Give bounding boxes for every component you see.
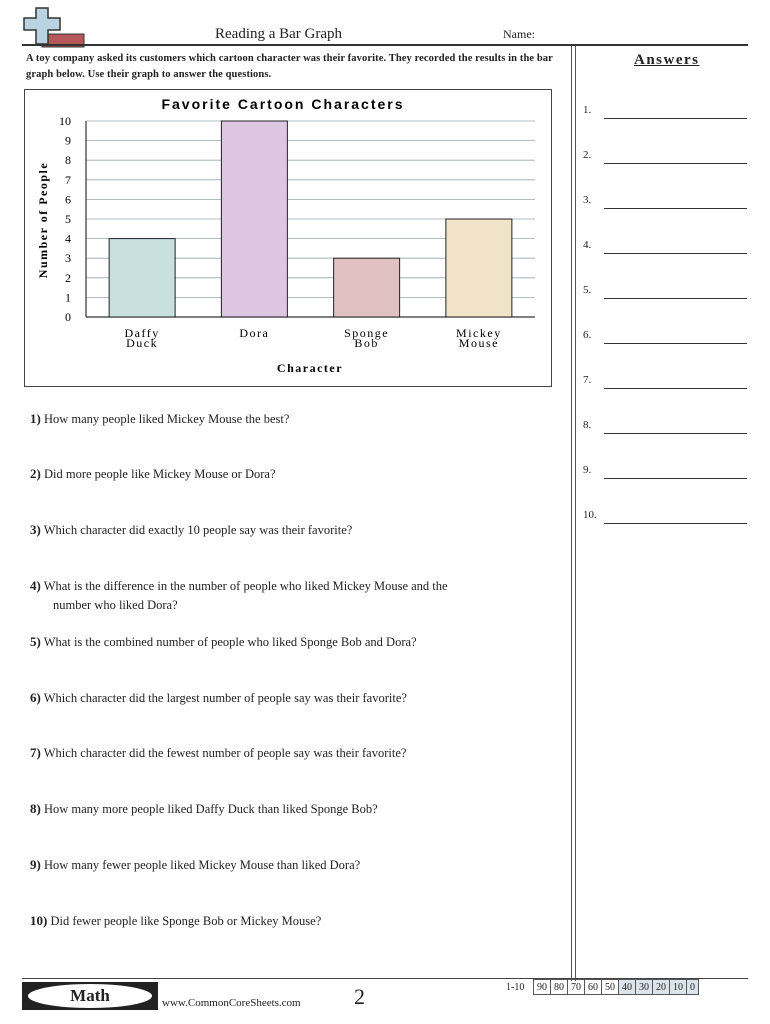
y-tick-label: 10 (59, 114, 71, 128)
x-category-label: Dora (239, 326, 270, 340)
score-cell: 50 (602, 980, 619, 995)
question-text: How many more people liked Daffy Duck than liked Sponge Bob? (43, 802, 378, 816)
answer-number: 2. (583, 149, 592, 161)
score-table (533, 979, 699, 995)
chart-svg (25, 90, 551, 386)
answer-blank-4[interactable] (604, 253, 747, 254)
question-text-continued: number who liked Dora? (53, 598, 178, 612)
question-text: Which character did exactly 10 people say was their favorite? (43, 523, 353, 537)
answer-number: 6. (583, 329, 592, 341)
y-tick-label: 2 (65, 270, 71, 285)
answer-number: 3. (583, 194, 592, 206)
question-7 (30, 743, 550, 763)
question-text: Which character did the largest number of people say was their favorite? (43, 691, 407, 705)
bar-0 (109, 239, 175, 317)
answer-blank-9[interactable] (604, 478, 747, 479)
question-number: 9) (30, 857, 41, 872)
x-category-label: Daffy (124, 326, 160, 340)
logo-icon (22, 6, 86, 48)
y-tick-label: 4 (65, 231, 71, 246)
answer-blank-3[interactable] (604, 208, 747, 209)
answer-blank-1[interactable] (604, 118, 747, 119)
answer-number: 5. (583, 284, 592, 296)
score-cell: 30 (636, 980, 653, 995)
y-tick-label: 5 (65, 212, 71, 226)
answer-blank-8[interactable] (604, 433, 747, 434)
score-cell: 10 (670, 980, 687, 995)
y-tick-label: 7 (65, 172, 71, 187)
question-2 (30, 464, 550, 484)
question-number: 3) (30, 522, 41, 537)
x-category-label: Mouse (458, 336, 499, 350)
y-tick-label: 3 (65, 251, 71, 266)
answer-number: 7. (583, 374, 592, 386)
question-number: 6) (30, 690, 41, 705)
x-category-label: Duck (126, 336, 159, 350)
question-9 (30, 855, 550, 875)
score-cell: 80 (551, 980, 568, 995)
question-number: 4) (30, 578, 41, 593)
y-tick-label: 1 (65, 290, 71, 305)
score-cell: 40 (619, 980, 636, 995)
score-range-label: 1-10 (506, 982, 525, 993)
question-number: 7) (30, 745, 41, 760)
bar-chart (24, 89, 552, 387)
answers-title: Answers (634, 52, 700, 68)
question-text: What is the difference in the number of people who liked Mickey Mouse and the (43, 579, 448, 593)
question-text: How many fewer people liked Mickey Mouse than liked Dora? (43, 858, 361, 872)
site-url: www.CommonCoreSheets.com (162, 997, 301, 1009)
question-10 (30, 911, 550, 931)
y-tick-label: 0 (65, 310, 71, 324)
subject-label: Math (28, 984, 152, 1008)
score-cell: 20 (653, 980, 670, 995)
question-text: Did fewer people like Sponge Bob or Mickey Mouse? (50, 914, 322, 928)
y-tick-label: 6 (65, 192, 71, 207)
answer-blank-6[interactable] (604, 343, 747, 344)
score-cell: 70 (568, 980, 585, 995)
question-number: 2) (30, 466, 41, 481)
bar-3 (446, 219, 512, 317)
bar-2 (334, 258, 400, 317)
header-rule (22, 44, 748, 46)
question-text: Which character did the fewest number of people say was their favorite? (43, 746, 407, 760)
question-8 (30, 799, 550, 819)
score-cell: 90 (534, 980, 551, 995)
question-number: 5) (30, 634, 41, 649)
answer-number: 1. (583, 104, 592, 116)
column-divider (571, 46, 572, 981)
answer-blank-2[interactable] (604, 163, 747, 164)
column-divider (575, 46, 576, 981)
answer-number: 9. (583, 464, 592, 476)
intro-text: A toy company asked its customers which cartoon character was their favorite. They recorded the results in the bar graph below. Use their graph to answer the questions. (26, 53, 553, 80)
answer-number: 10. (583, 509, 597, 521)
question-1 (30, 409, 550, 429)
question-number: 1) (30, 411, 41, 426)
question-number: 8) (30, 801, 41, 816)
question-5 (30, 632, 550, 652)
question-text: What is the combined number of people who liked Sponge Bob and Dora? (43, 635, 417, 649)
bar-1 (221, 121, 287, 317)
answer-number: 4. (583, 239, 592, 251)
score-cell: 0 (687, 980, 699, 995)
x-category-label: Bob (354, 336, 379, 350)
name-label: Name: (503, 27, 535, 41)
question-number: 10) (30, 913, 48, 928)
chart-title: Favorite Cartoon Characters (161, 96, 405, 112)
question-text: How many people liked Mickey Mouse the best? (43, 412, 290, 426)
page-number: 2 (354, 984, 365, 1009)
score-cell: 60 (585, 980, 602, 995)
answer-blank-5[interactable] (604, 298, 747, 299)
answer-blank-10[interactable] (604, 523, 747, 524)
x-category-label: Mickey (456, 326, 502, 340)
y-axis-label: Number of People (36, 161, 50, 279)
y-tick-label: 9 (65, 133, 71, 148)
answer-number: 8. (583, 419, 592, 431)
question-text: Did more people like Mickey Mouse or Dora? (43, 467, 276, 481)
x-category-label: Sponge (344, 326, 390, 340)
answer-blank-7[interactable] (604, 388, 747, 389)
question-6 (30, 688, 550, 708)
question-3 (30, 520, 550, 540)
question-4 (30, 576, 550, 615)
page-title: Reading a Bar Graph (215, 26, 343, 42)
y-tick-label: 8 (65, 153, 71, 168)
x-axis-label: Character (276, 361, 344, 375)
